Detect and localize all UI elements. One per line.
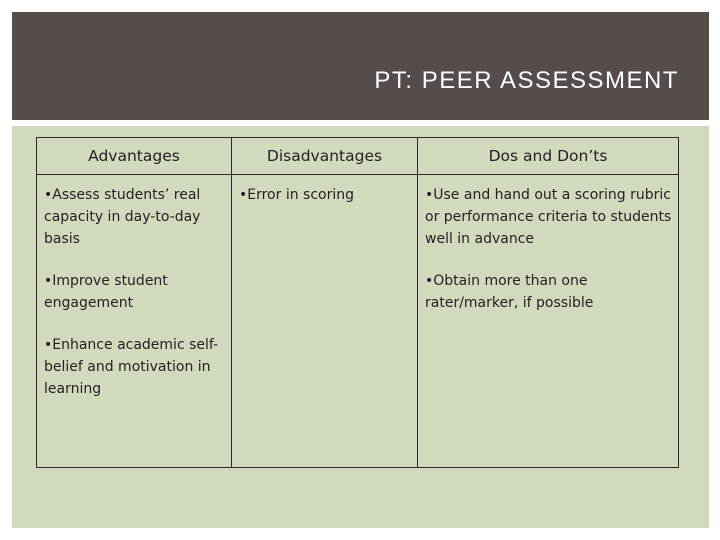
- table-header-row: [37, 138, 679, 175]
- table-body-row: [37, 175, 679, 468]
- dos-and-donts-item: •Obtain more than one rater/marker, if possible: [425, 273, 594, 311]
- title-band: [12, 12, 709, 120]
- header-dos-and-donts: Dos and Don’ts: [418, 138, 679, 175]
- advantage-item: •Enhance academic self-belief and motivation in learning: [44, 337, 219, 397]
- header-disadvantages: Disadvantages: [232, 138, 418, 175]
- slide-title: PT: PEER ASSESSMENT: [374, 67, 679, 94]
- advantages-cell: [37, 175, 232, 468]
- disadvantages-cell: [232, 175, 418, 468]
- disadvantage-item: •Error in scoring: [239, 187, 355, 203]
- dos-and-donts-item: •Use and hand out a scoring rubric or performance criteria to students well in advance: [425, 187, 672, 247]
- advantage-item: •Assess students’ real capacity in day-to-day basis: [44, 187, 201, 247]
- comparison-table: [36, 137, 679, 468]
- header-advantages: Advantages: [37, 138, 232, 175]
- dos-and-donts-cell: [418, 175, 679, 468]
- advantage-item: •Improve student engagement: [44, 273, 168, 311]
